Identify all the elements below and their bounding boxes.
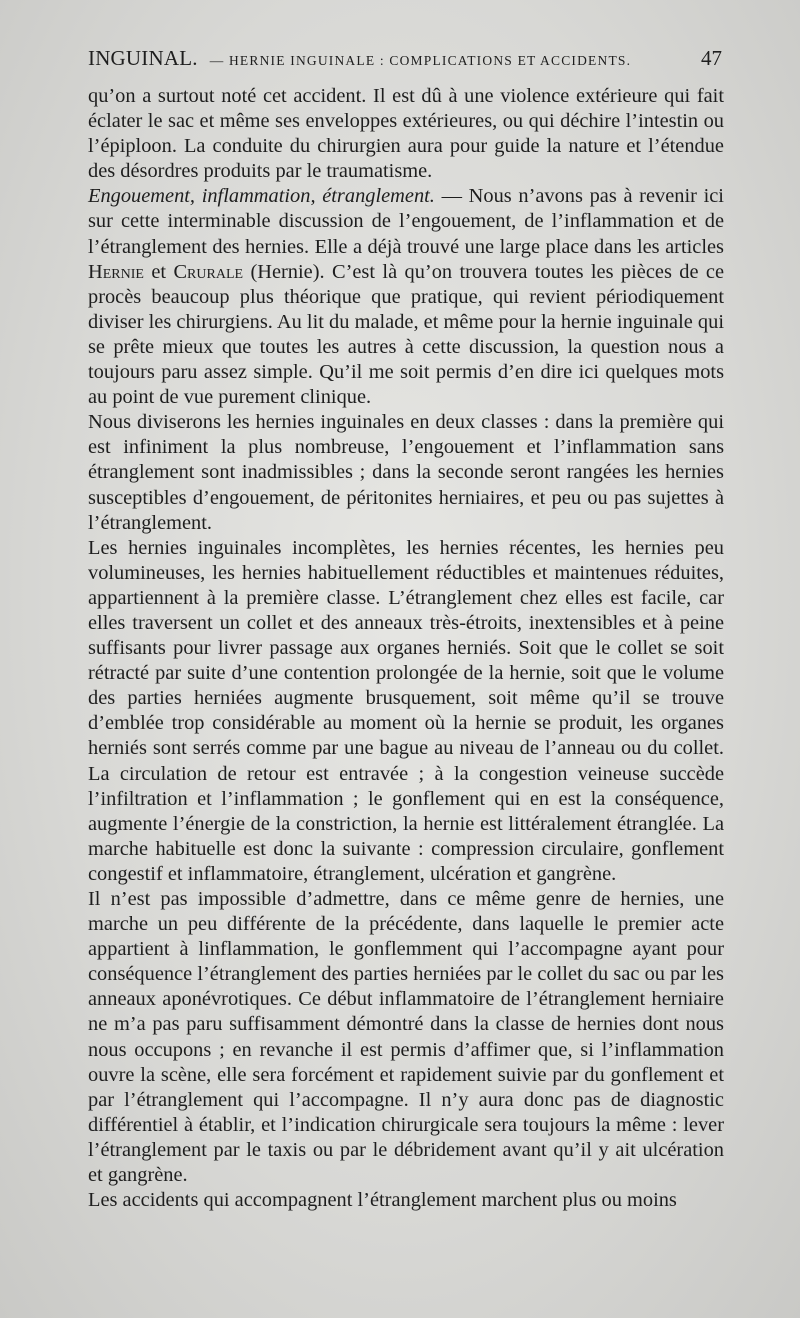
cross-reference: Crurale bbox=[173, 260, 244, 283]
page-body bbox=[88, 84, 724, 1213]
paragraph: Les accidents qui accompagnent l’étranglement marchent plus ou moins bbox=[88, 1189, 677, 1212]
paragraph: Il n’est pas impossible d’admettre, dans ce même genre de hernies, une marche un peu différente de la précédente, dans laquelle le premier acte appartient à linflammation, le gonflemment qui l’accompagne ayant pour conséquence l’étranglement des parties herniées par le collet du sac ou par les anneaux aponévrotiques. Ce début inflammatoire de l’étranglement herniaire ne m’a pas paru suffisamment démontré dans la classe de hernies dont nous nous occupons ; en revanche il est permis d’affimer que, si l’inflammation ouvre la scène, elle sera forcément et rapidement suivie par du gonflement et par l’étranglement qui l’accompagne. Il n’y aura donc pas de diagnostic différentiel à établir, et l’indication chirurgicale sera toujours la même : lever l’étranglement par le taxis ou par le débridement avant qu’il y ait ulcération et gangrène. bbox=[88, 888, 724, 1187]
cross-reference: Hernie bbox=[88, 260, 144, 283]
paragraph: Les hernies inguinales incomplètes, les hernies récentes, les hernies peu volumineuses, les hernies habituellement réductibles et maintenues réduites, appartiennent à la première classe. L’étranglement chez elles est facile, car elles traversent un collet et des anneaux très-étroits, inextensibles et à peine suffisants pour livrer passage aux organes herniés. Soit que le collet se soit rétracté par suite d’une contention prolongée de la hernie, soit que le volume des parties herniées augmente brusquement, soit même qu’il se trouve d’emblée trop considérable au moment où la hernie se produit, les organes herniés sont serrés comme par une bague au niveau de l’anneau ou du collet. La circulation de retour est entravée ; à la congestion veineuse succède l’infiltration et l’inflammation ; le gonflement qui en est la conséquence, augmente l’énergie de la constriction, la hernie est littéralement étranglée. La marche habituelle est donc la suivante : compression circulaire, gonflement congestif et inflammatoire, étranglement, ulcération et gangrène. bbox=[88, 536, 724, 885]
paragraph-text: et bbox=[143, 260, 174, 283]
page-number: 47 bbox=[701, 46, 722, 70]
paragraph: Nous diviserons les hernies inguinales en deux classes : dans la première qui est infiniment la plus nombreuse, l’engouement et l’inflammation sans étranglement sont inadmissibles ; dans la seconde seront rangées les hernies susceptibles d’engouement, de péritonites herniaires, et peu ou pas sujettes à l’étranglement. bbox=[88, 411, 724, 534]
paragraph-lead: Engouement, inflammation, étranglement. bbox=[88, 185, 435, 208]
paragraph-text: — Nous n’avons pas à revenir ici sur cette interminable discussion de l’engouement, de l’inflammation et de l’étranglement des hernies. Elle a déjà trouvé une large place dans les articles bbox=[88, 185, 724, 258]
running-header bbox=[88, 46, 722, 74]
paragraph-text: (Hernie). C’est là qu’on trouvera toutes les pièces de ce procès beaucoup plus théorique que pratique, qui revient périodiquement diviser les chirurgiens. Au lit du malade, et même pour la hernie inguinale qui se prête mieux que toutes les autres à cette discussion, la question nous a toujours paru assez simple. Qu’il me soit permis d’en dire ici quelques mots au point de vue purement clinique. bbox=[88, 260, 724, 409]
paragraph bbox=[88, 184, 724, 410]
paragraph: qu’on a surtout noté cet accident. Il est dû à une violence extérieure qui fait éclater le sac et même ses enveloppes extérieures, ou qui déchire l’intestin ou l’épiploon. La conduite du chirurgien aura pour guide la nature et l’étendue des désordres produits par le traumatisme. bbox=[88, 85, 724, 183]
header-subtitle: — HERNIE INGUINALE : COMPLICATIONS ET ACCIDENTS. bbox=[209, 53, 632, 68]
header-section-title: INGUINAL. bbox=[88, 46, 198, 70]
